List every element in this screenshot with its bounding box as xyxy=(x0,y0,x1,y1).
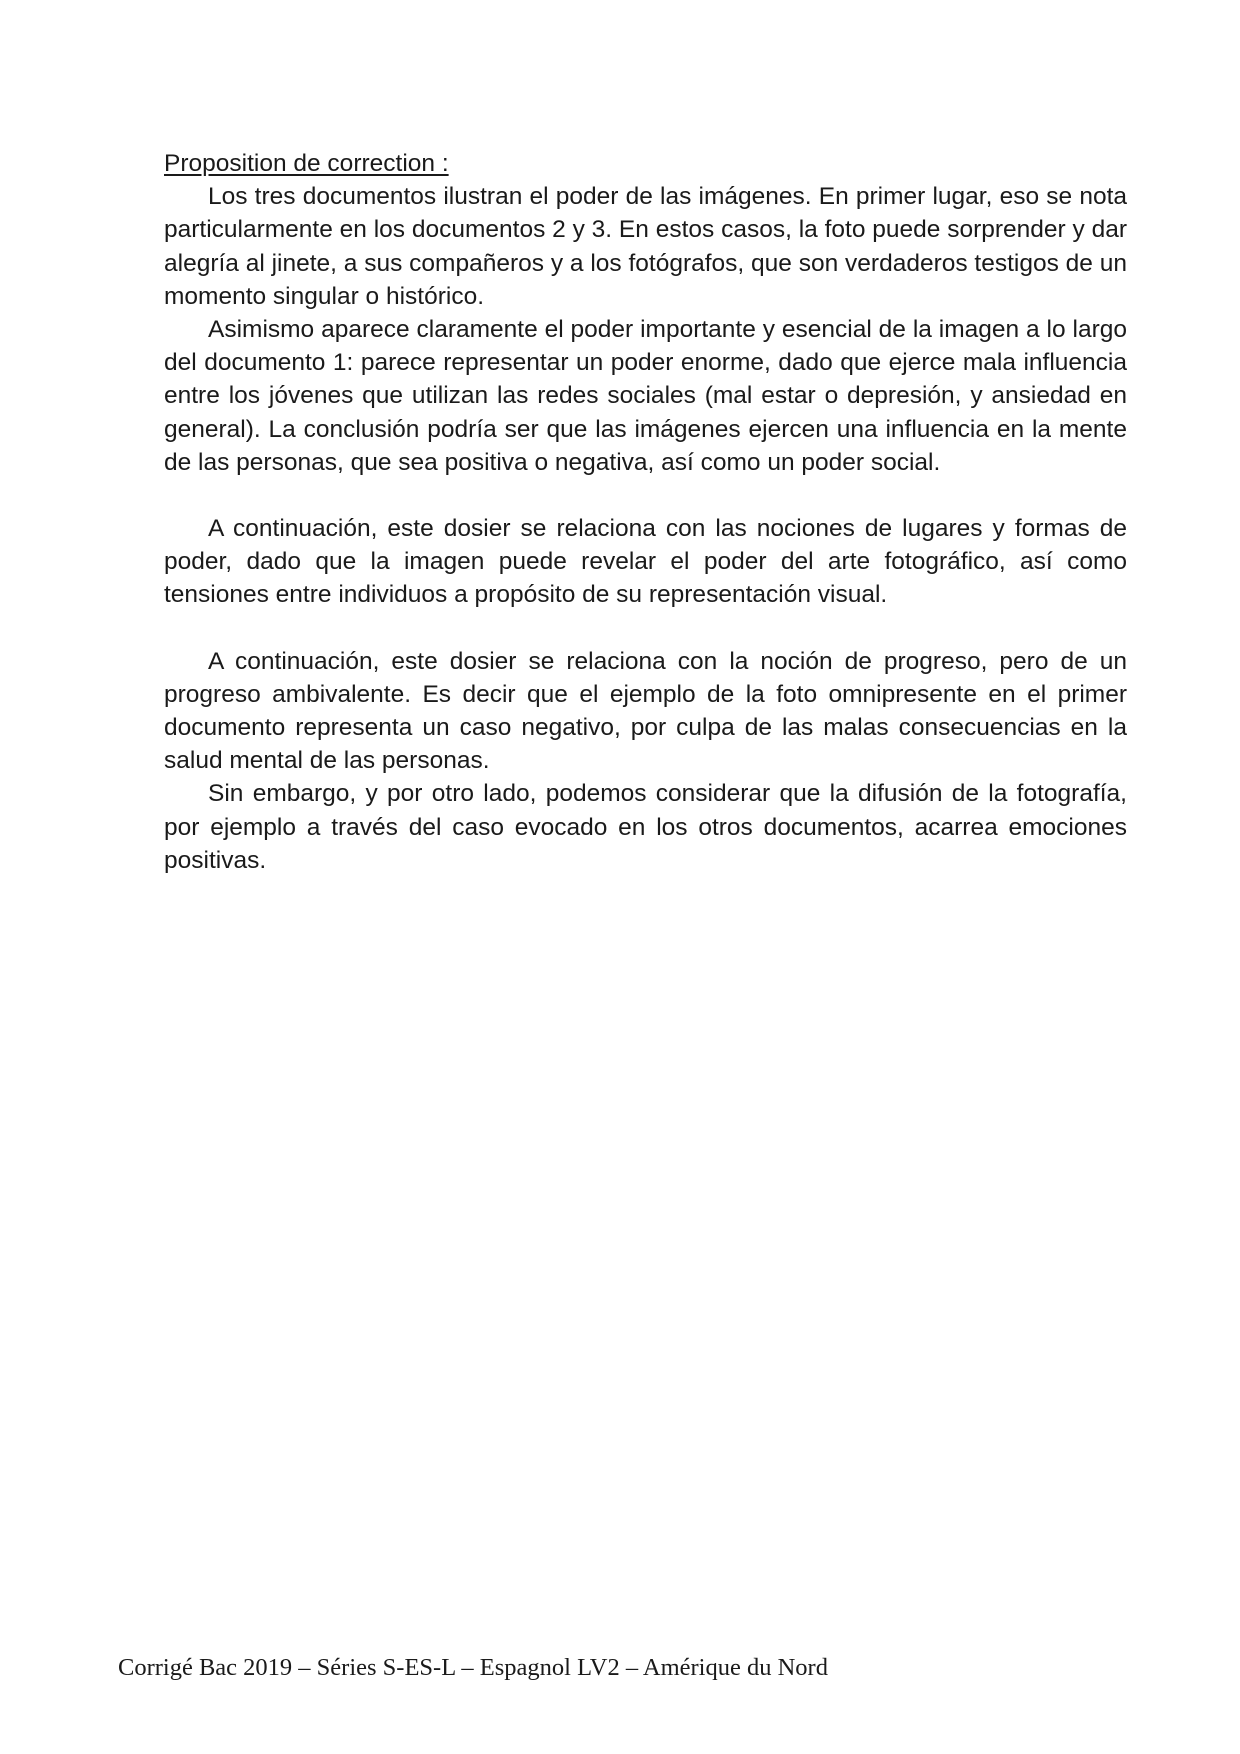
paragraph-spacer xyxy=(164,479,1127,512)
paragraph-1: Los tres documentos ilustran el poder de las imágenes. En primer lugar, eso se nota particularmente en los documentos 2 y 3. En estos casos, la foto puede sorprender y dar alegría al jinete, a sus compañeros y a los fotógrafos, que son verdaderos testigos de un momento singular o histórico. xyxy=(164,183,1127,310)
page-footer: Corrigé Bac 2019 – Séries S-ES-L – Espagnol LV2 – Amérique du Nord xyxy=(118,1654,828,1681)
section-heading: Proposition de correction : xyxy=(164,150,449,177)
paragraph-spacer xyxy=(164,612,1127,645)
paragraph-3: A continuación, este dosier se relaciona con las nociones de lugares y formas de poder, dado que la imagen puede revelar el poder del arte fotográfico, así como tensiones entre individuos a propósito de su representación visual. xyxy=(164,515,1127,609)
document-body xyxy=(164,147,1127,877)
paragraph-5: Sin embargo, y por otro lado, podemos considerar que la difusión de la fotografía, por ejemplo a través del caso evocado en los otros documentos, acarrea emociones positivas. xyxy=(164,780,1127,874)
paragraph-4: A continuación, este dosier se relaciona con la noción de progreso, pero de un progreso ambivalente. Es decir que el ejemplo de la foto omnipresente en el primer documento representa un caso negativo, por culpa de las malas consecuencias en la salud mental de las personas. xyxy=(164,647,1127,775)
paragraph-2: Asimismo aparece claramente el poder importante y esencial de la imagen a lo largo del documento 1: parece representar un poder enorme, dado que ejerce mala influencia entre los jóvenes que utilizan las redes sociales (mal estar o depresión, y ansiedad en general). La conclusión podría ser que las imágenes ejercen una influencia en la mente de las personas, que sea positiva o negativa, así como un poder social. xyxy=(164,316,1127,476)
